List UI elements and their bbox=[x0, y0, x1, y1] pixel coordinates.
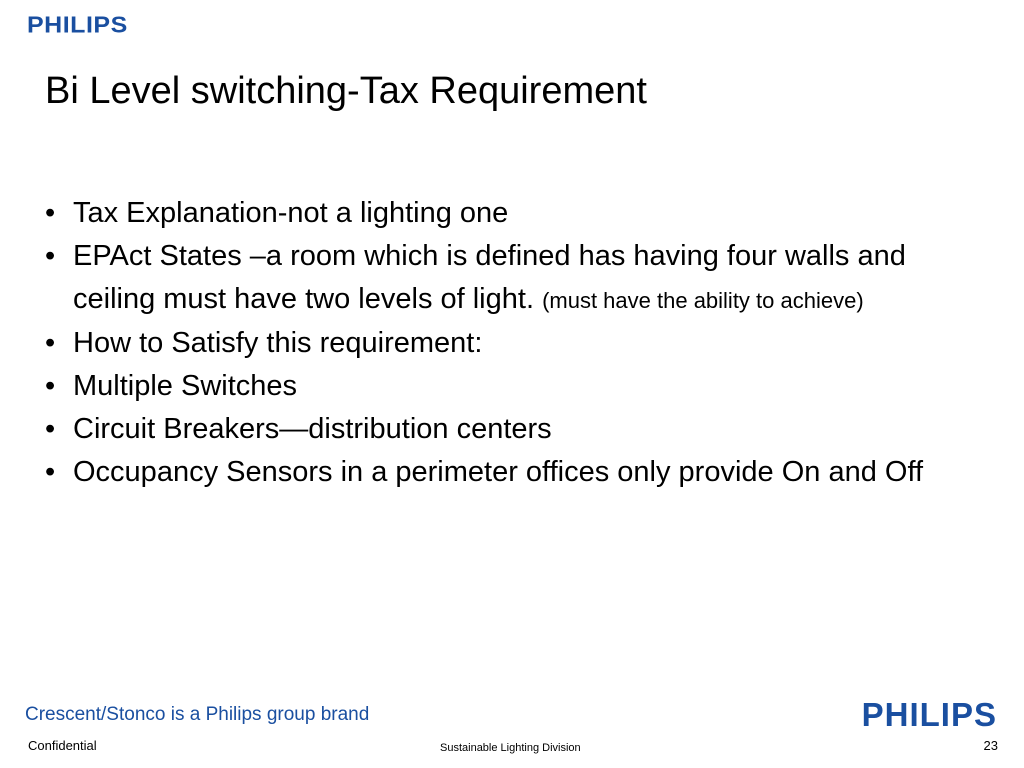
bullet-list bbox=[45, 192, 980, 494]
bullet-text: How to Satisfy this requirement: bbox=[73, 327, 483, 359]
bullet-text: Occupancy Sensors in a perimeter offices only provide On and Off bbox=[73, 456, 924, 488]
bullet-dot: • bbox=[45, 240, 56, 272]
philips-logo-bottom: PHILIPS bbox=[861, 696, 997, 733]
bullet-item bbox=[45, 408, 980, 451]
brand-tagline: Crescent/Stonco is a Philips group brand bbox=[25, 704, 370, 725]
bullet-item bbox=[45, 365, 980, 408]
bullet-text: Tax Explanation-not a lighting one bbox=[73, 197, 509, 229]
confidential-label: Confidential bbox=[28, 738, 97, 753]
bullet-text: EPAct States –a room which is defined has having four walls and ceiling must have two levels of light. bbox=[73, 240, 906, 315]
bullet-dot: • bbox=[45, 370, 56, 402]
bullet-text: Multiple Switches bbox=[73, 370, 298, 402]
bullet-dot: • bbox=[45, 413, 56, 445]
bullet-note: (must have the ability to achieve) bbox=[542, 288, 864, 313]
bullet-item bbox=[45, 192, 980, 235]
slide-title: Bi Level switching-Tax Requirement bbox=[45, 70, 647, 112]
bullet-dot: • bbox=[45, 197, 56, 229]
bullet-dot: • bbox=[45, 327, 56, 359]
philips-logo-top: PHILIPS bbox=[27, 12, 128, 38]
bullet-text: Circuit Breakers—distribution centers bbox=[73, 413, 552, 445]
page-number: 23 bbox=[983, 738, 998, 753]
division-label: Sustainable Lighting Division bbox=[440, 742, 581, 754]
bullet-item bbox=[45, 322, 980, 365]
bullet-item bbox=[45, 451, 980, 494]
bullet-item bbox=[45, 235, 980, 322]
bullet-dot: • bbox=[45, 456, 56, 488]
